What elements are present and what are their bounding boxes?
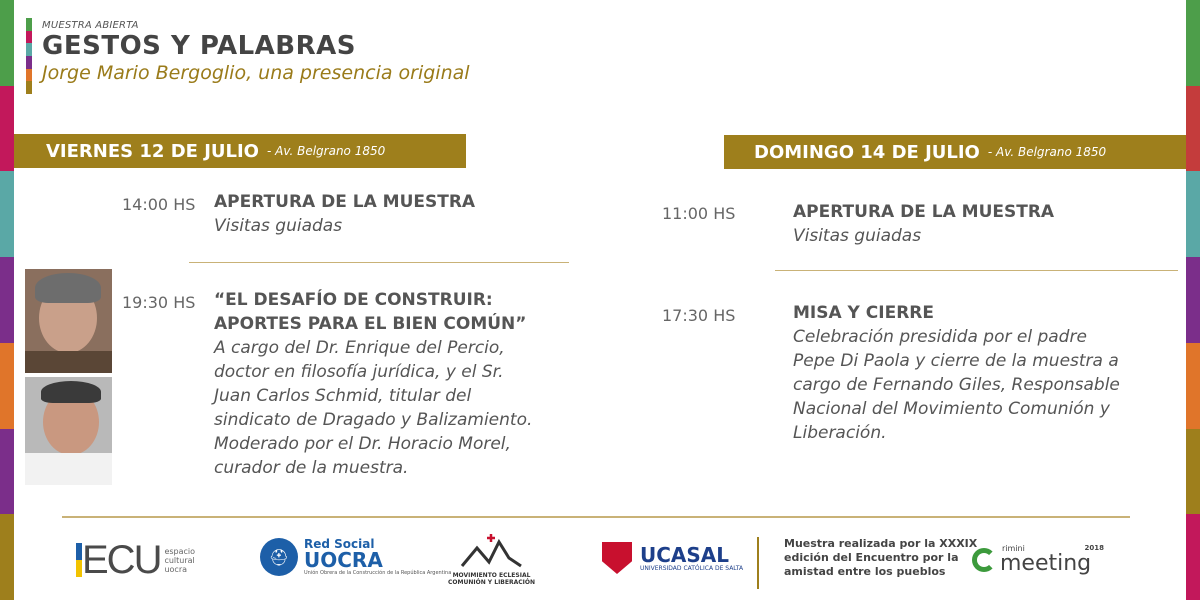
footer-separator (757, 537, 759, 589)
meeting-word: meeting (1000, 551, 1092, 576)
day-label: DOMINGO 14 DE JULIO (754, 141, 980, 163)
event-desc: cargo de Fernando Giles, Responsable (793, 375, 1120, 395)
event-title: “EL DESAFÍO DE CONSTRUIR: (214, 290, 493, 310)
event-desc: Visitas guiadas (214, 216, 343, 236)
event-desc: Juan Carlos Schmid, titular del (214, 386, 472, 406)
event-desc: A cargo del Dr. Enrique del Percio, (214, 338, 505, 358)
event-desc: Nacional del Movimiento Comunión y (793, 399, 1110, 419)
ucasal-name: UCASAL (640, 542, 730, 567)
header-color-bar (26, 18, 32, 94)
event-desc: Pepe Di Paola y cierre de la muestra a (793, 351, 1119, 371)
event-time: 17:30 HS (662, 306, 736, 325)
meeting-swirl-icon (972, 548, 996, 572)
event-divider (775, 270, 1178, 271)
event-divider (189, 262, 569, 263)
header-eyebrow: MUESTRA ABIERTA (42, 20, 139, 31)
cl-line: COMUNIÓN Y LIBERACIÓN (448, 579, 535, 586)
header (26, 18, 470, 94)
event-title: APORTES PARA EL BIEN COMÚN” (214, 314, 527, 334)
uocra-top: Red Social (304, 537, 375, 551)
footer-divider (62, 516, 1130, 518)
speaker-photo-2 (25, 377, 112, 485)
ecu-logo (76, 540, 195, 580)
event-friday-2 (214, 288, 532, 480)
event-sunday-2 (793, 301, 1120, 445)
event-desc: Moderado por el Dr. Horacio Morel, (214, 434, 511, 454)
event-time: 14:00 HS (122, 195, 196, 214)
event-title: APERTURA DE LA MUESTRA (214, 192, 476, 212)
day-banner-sunday (724, 135, 1186, 169)
ucasal-shield-icon (602, 542, 632, 574)
day-place: - Av. Belgrano 1850 (266, 144, 386, 158)
ucasal-logo (602, 542, 743, 574)
event-desc: Celebración presidida por el padre (793, 327, 1087, 347)
event-time: 19:30 HS (122, 293, 196, 312)
right-color-strip (1186, 0, 1200, 600)
ucasal-sub: UNIVERSIDAD CATÓLICA DE SALTA (640, 564, 744, 572)
day-banner-friday (14, 134, 466, 168)
meeting-rimini: rimini (1002, 544, 1025, 553)
speaker-photo-1 (25, 269, 112, 373)
cl-line: MOVIMIENTO ECLESIAL (452, 572, 531, 579)
event-desc: doctor en filosofía jurídica, y el Sr. (214, 362, 504, 382)
day-place: - Av. Belgrano 1850 (987, 145, 1107, 159)
page-title: GESTOS Y PALABRAS (42, 31, 356, 61)
day-label: VIERNES 12 DE JULIO (46, 140, 259, 162)
footer-note: Muestra realizada por la XXXIX edición del Encuentro por la amistad entre los pueblos (784, 537, 978, 578)
event-time: 11:00 HS (662, 204, 736, 223)
event-desc: Visitas guiadas (793, 226, 922, 246)
ecu-mark: ECU (82, 538, 161, 582)
event-friday-1 (214, 190, 475, 238)
left-color-strip (0, 0, 14, 600)
meeting-logo (972, 544, 1104, 575)
event-sunday-1 (793, 200, 1054, 248)
hardhat-icon: ⛑ (260, 538, 298, 576)
ecu-side-text: espacio cultural uocra (164, 546, 196, 574)
uocra-small: Unión Obrera de la Construcción de la República Argentina (304, 570, 452, 576)
event-title: MISA Y CIERRE (793, 303, 934, 323)
event-title: APERTURA DE LA MUESTRA (793, 202, 1055, 222)
uocra-name: UOCRA (304, 548, 383, 572)
page-subtitle: Jorge Mario Bergoglio, una presencia original (42, 62, 470, 84)
event-desc: curador de la muestra. (214, 458, 409, 478)
cl-emblem-icon (457, 532, 527, 572)
cl-logo (448, 532, 535, 586)
uocra-logo (260, 538, 451, 576)
event-desc: sindicato de Dragado y Balizamiento. (214, 410, 533, 430)
meeting-year: 2018 (1084, 544, 1104, 552)
event-desc: Liberación. (793, 423, 887, 443)
